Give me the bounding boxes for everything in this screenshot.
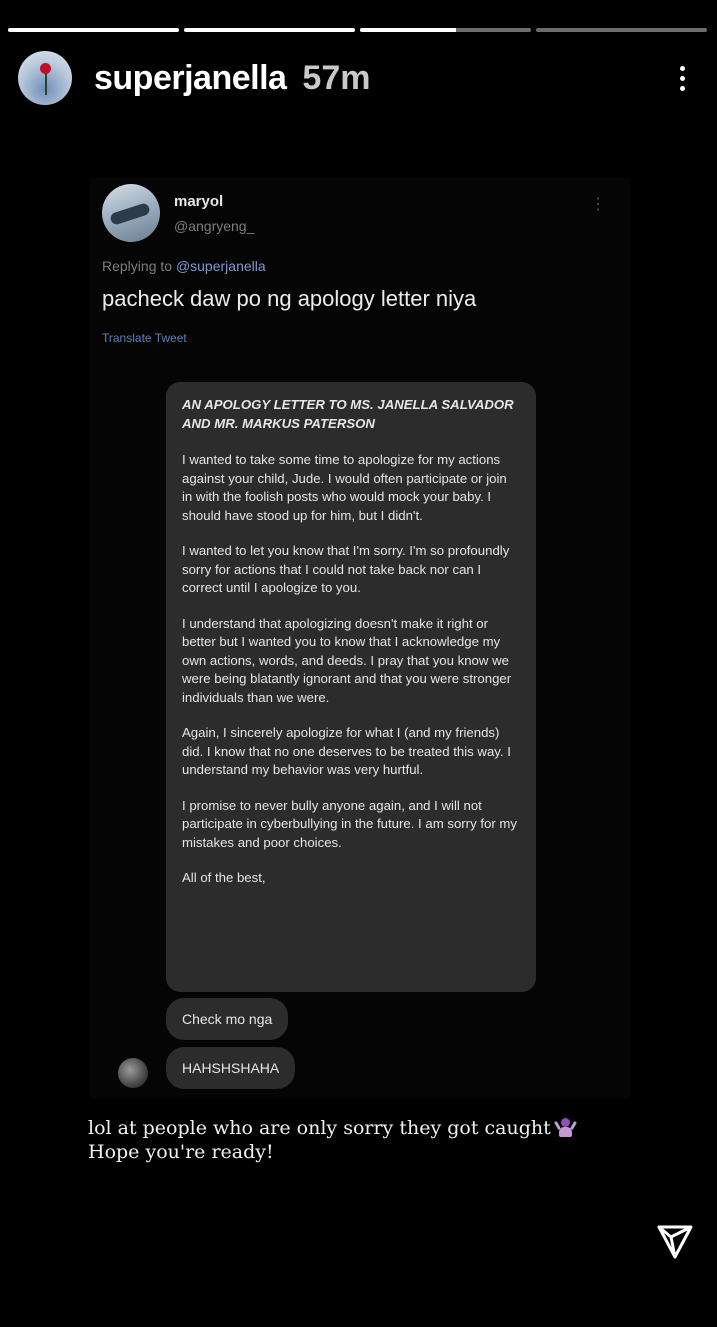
letter-paragraph: I wanted to take some time to apologize for my actions against your child, Jude. I would often participate or join in with the foolish posts who would mock your baby. I should have stood up for him, but I didn't. [182,452,507,523]
progress-segment [8,28,179,32]
story-header [18,50,699,106]
replying-mention: @superjanella [175,258,266,274]
story-progress [8,28,707,32]
letter-paragraph: I understand that apologizing doesn't make it right or better but I wanted you to know that I acknowledge my own actions, words, and deeds. I pray that you know we were being blatantly ignorant and that you were stronger individuals than we were. [182,615,512,705]
letter-title: AN APOLOGY LETTER TO MS. JANELLA SALVADOR AND MR. MARKUS PATERSON [182,397,514,431]
letter-paragraph: Again, I sincerely apologize for what I (and my friends) did. I know that no one deserves to be treated this way. I understand my behavior was very hurtful. [182,725,511,777]
progress-fill [8,28,179,32]
menu-dot [680,76,685,81]
letter-paragraph: I promise to never bully anyone again, and I will not participate in cyberbullying in the future. I am sorry for my mistakes and poor choices. [182,797,517,850]
person-shrugging-icon [555,1117,575,1137]
shared-screenshot [90,178,630,1098]
message-bubble: HAHSHSHAHA [166,1047,295,1089]
emoji-arm [570,1121,577,1130]
username[interactable]: superjanella [94,58,287,97]
emoji-head [561,1118,570,1127]
post-time: 57m [302,58,371,97]
avatar[interactable] [18,51,72,105]
replying-prefix: Replying to [102,258,173,274]
tweet-header [102,184,254,242]
apology-letter-bubble [166,382,536,992]
progress-fill [184,28,355,32]
tweet-text: pacheck daw po ng apology letter niya [102,286,477,311]
tweet-avatar [102,184,160,242]
progress-segment [184,28,355,32]
letter-signoff: All of the best, [182,870,266,885]
progress-fill [360,28,456,32]
tweet-handle: @angryeng_ [174,217,255,234]
more-vertical-icon[interactable] [667,58,697,98]
letter-paragraph: I wanted to let you know that I'm sorry. I'm so profoundly sorry for actions that I could not take back nor can I correct until I apologize to you. [182,543,510,595]
tweet-name: maryol [174,192,224,210]
progress-segment [360,28,531,32]
translate-link: Translate Tweet [102,331,187,345]
caption-line-2: Hope you're ready! [88,1141,274,1163]
more-dots-icon: ⋮ [590,196,606,213]
story-caption [88,1116,575,1164]
message-bubble: Check mo nga [166,998,288,1040]
send-icon[interactable] [655,1221,695,1261]
progress-segment [536,28,707,32]
menu-dot [680,86,685,91]
tweet-names [174,193,254,234]
replying-to [102,258,266,274]
menu-dot [680,66,685,71]
sender-avatar [118,1058,148,1088]
caption-line-1: lol at people who are only sorry they got caught [88,1117,551,1139]
rose-stem [45,73,47,95]
